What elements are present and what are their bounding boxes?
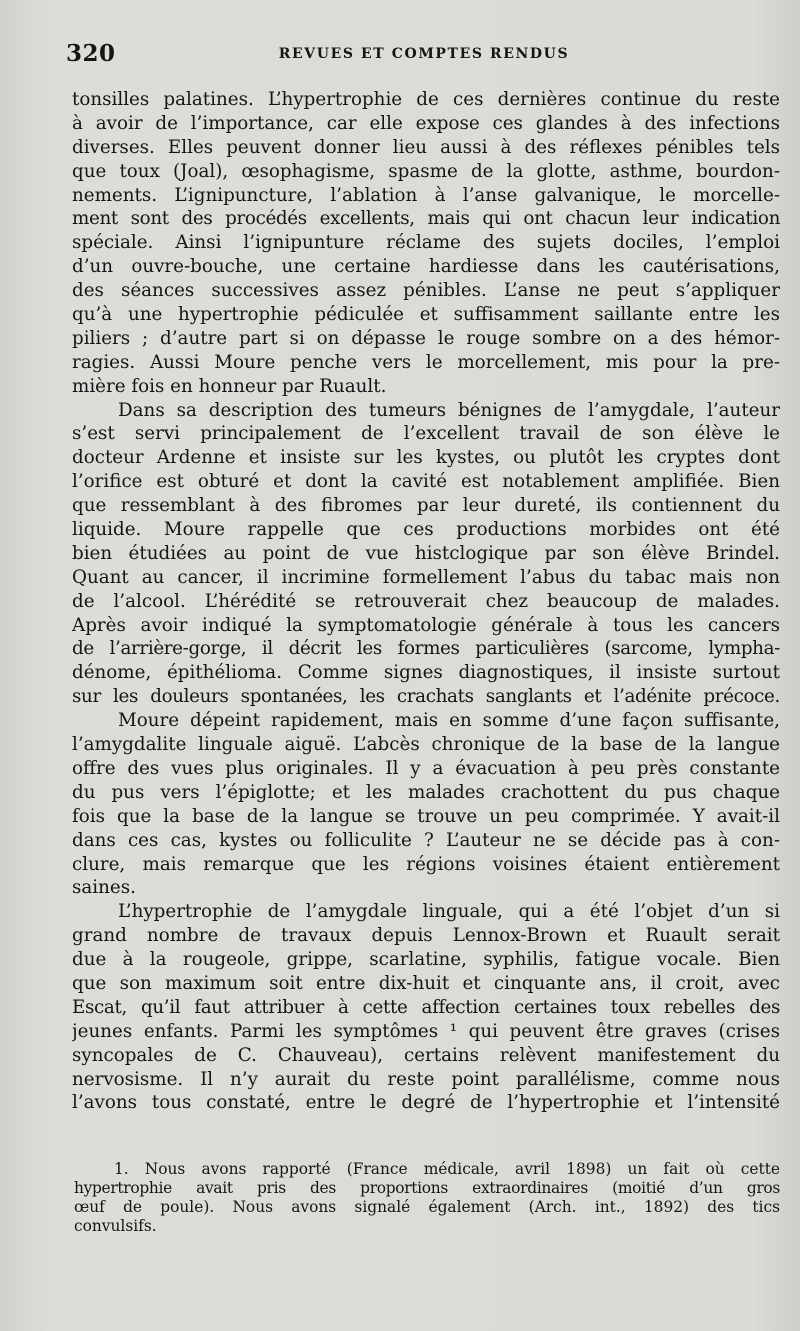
text-line: des séances successives assez pénibles. L’anse ne peut s’appliquer — [72, 280, 780, 302]
text-line: du pus vers l’épiglotte; et les malades crachottent du pus chaque — [72, 781, 780, 803]
text-line: Escat, qu’il faut attribuer à cette affection certaines toux rebelles des — [72, 996, 780, 1018]
page-number: 320 — [66, 40, 116, 67]
text-line: l’orifice est obturé et dont la cavité est notablement amplifiée. Bien — [72, 471, 780, 493]
text-line: sur les douleurs spontanées, les crachats sanglants et l’adénite précoce. — [72, 686, 780, 708]
text-line: L’hypertrophie de l’amygdale linguale, qui a été l’objet d’un si — [118, 901, 780, 923]
footnote-line: œuf de poule). Nous avons signalé également (Arch. int., 1892) des tics — [74, 1198, 780, 1216]
page-header — [66, 40, 772, 70]
text-line: ment sont des procédés excellents, mais qui ont chacun leur indication — [72, 208, 780, 230]
footnote-line: hypertrophie avait pris des proportions extraordinaires (moitié d’un gros — [74, 1179, 780, 1197]
text-line: dans ces cas, kystes ou folliculite ? L’auteur ne se décide pas à con- — [72, 829, 780, 851]
text-line: dénome, épithélioma. Comme signes diagnostiques, il insiste surtout — [72, 662, 780, 684]
text-line: Quant au cancer, il incrimine formellement l’abus du tabac mais non — [72, 566, 780, 588]
text-line: syncopales de C. Chauveau), certains relèvent manifestement du — [72, 1044, 780, 1066]
text-line: due à la rougeole, grippe, scarlatine, syphilis, fatigue vocale. Bien — [72, 949, 780, 971]
text-line: spéciale. Ainsi l’ignipunture réclame des sujets dociles, l’emploi — [72, 232, 780, 254]
text-line: grand nombre de travaux depuis Lennox-Brown et Ruault serait — [72, 925, 780, 947]
text-line: piliers ; d’autre part si on dépasse le rouge sombre on a des hémor- — [72, 327, 780, 349]
footnote-line: convulsifs. — [74, 1217, 157, 1235]
text-line: l’amygdalite linguale aiguë. L’abcès chronique de la base de la langue — [72, 734, 780, 756]
text-line: docteur Ardenne et insiste sur les kystes, ou plutôt les cryptes dont — [72, 447, 780, 469]
text-line: de l’alcool. L’hérédité se retrouverait chez beaucoup de malades. — [72, 590, 780, 612]
text-line: l’avons tous constaté, entre le degré de l’hypertrophie et l’intensité — [72, 1092, 780, 1114]
running-head: REVUES ET COMPTES RENDUS — [278, 46, 570, 62]
text-line: bien étudiées au point de vue histclogique par son élève Brindel. — [72, 542, 780, 564]
text-line: nervosisme. Il n’y aurait du reste point parallélisme, comme nous — [72, 1068, 780, 1090]
footnote-line: 1. Nous avons rapporté (France médicale, avril 1898) un fait où cette — [114, 1160, 780, 1178]
text-line: clure, mais remarque que les régions voisines étaient entièrement — [72, 853, 780, 875]
text-line: Dans sa description des tumeurs bénignes de l’amygdale, l’auteur — [118, 399, 780, 421]
text-line: s’est servi principalement de l’excellent travail de son élève le — [72, 423, 780, 445]
text-line: de l’arrière-gorge, il décrit les formes particulières (sarcome, lympha- — [72, 638, 780, 660]
text-line: Après avoir indiqué la symptomatologie générale à tous les cancers — [72, 614, 780, 636]
text-line: fois que la base de la langue se trouve un peu comprimée. Y avait-il — [72, 805, 780, 827]
text-line: saines. — [72, 877, 136, 899]
footnote — [74, 1160, 780, 1236]
text-line: offre des vues plus originales. Il y a évacuation à peu près constante — [72, 757, 780, 779]
text-line: que son maximum soit entre dix-huit et cinquante ans, il croit, avec — [72, 972, 780, 994]
text-line: d’un ouvre-bouche, une certaine hardiesse dans les cautérisations, — [72, 256, 780, 278]
text-line: ragies. Aussi Moure penche vers le morcellement, mis pour la pre- — [72, 351, 780, 373]
text-line: jeunes enfants. Parmi les symptômes ¹ qui peuvent être graves (crises — [72, 1020, 780, 1042]
text-line: diverses. Elles peuvent donner lieu aussi à des réflexes pénibles tels — [72, 136, 780, 158]
text-line: Moure dépeint rapidement, mais en somme d’une façon suffisante, — [118, 710, 780, 732]
text-line: nements. L’ignipuncture, l’ablation à l’anse galvanique, le morcelle- — [72, 184, 780, 206]
text-line: à avoir de l’importance, car elle expose ces glandes à des infections — [72, 112, 780, 134]
text-line: que ressemblant à des fibromes par leur dureté, ils contiennent du — [72, 495, 780, 517]
text-line: que toux (Joal), œsophagisme, spasme de la glotte, asthme, bourdon- — [72, 160, 780, 182]
text-line: tonsilles palatines. L’hypertrophie de ces dernières continue du reste — [72, 89, 780, 110]
text-line: mière fois en honneur par Ruault. — [72, 375, 387, 397]
body-text — [72, 88, 780, 1115]
text-line: qu’à une hypertrophie pédiculée et suffisamment saillante entre les — [72, 304, 780, 326]
text-line: liquide. Moure rappelle que ces productions morbides ont été — [72, 519, 780, 541]
